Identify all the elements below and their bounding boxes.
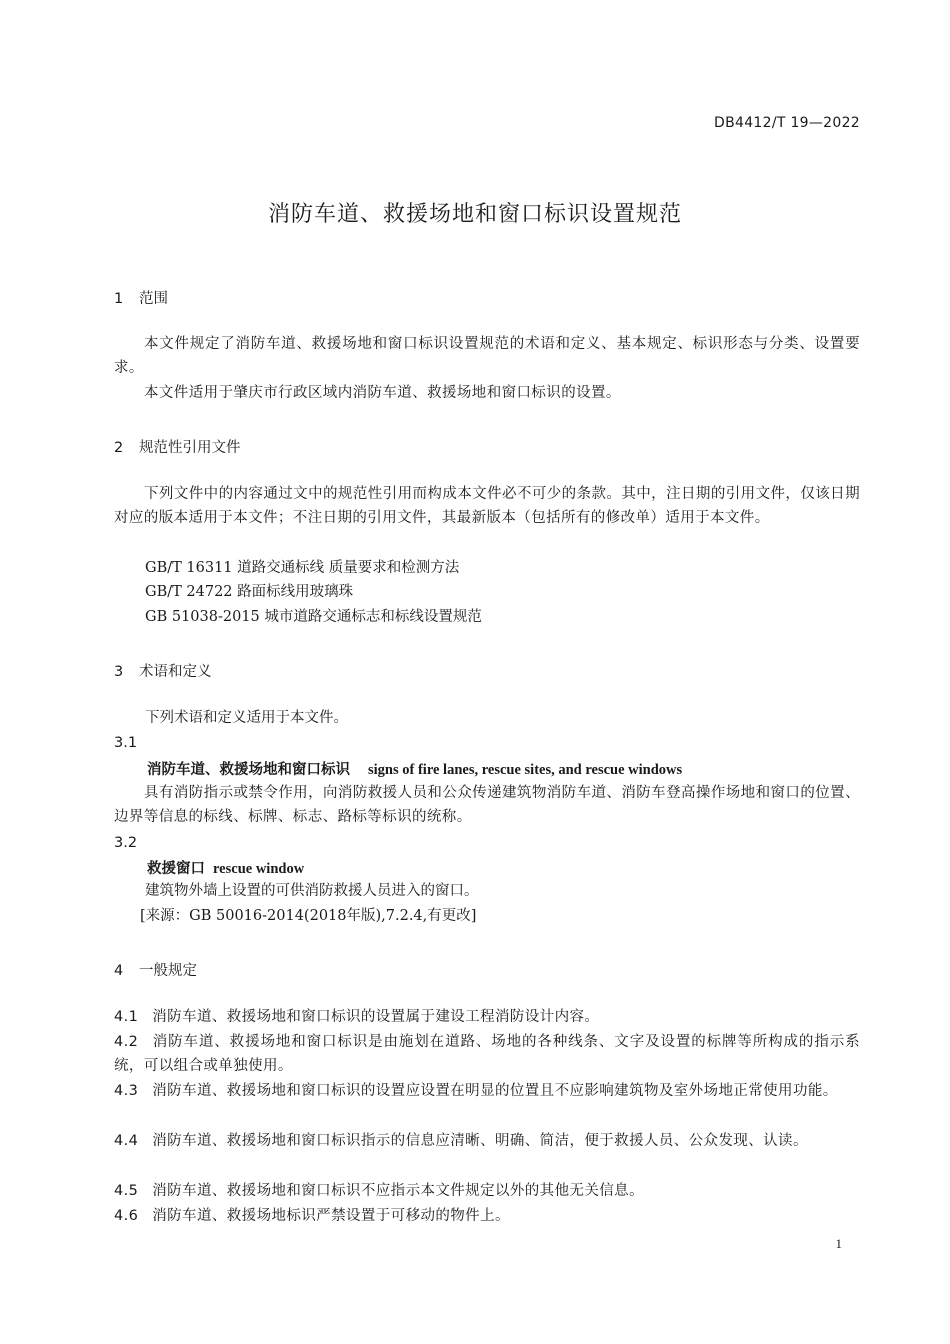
section-heading-general-provisions [114,959,197,980]
paragraph: 下列文件中的内容通过文中的规范性引用而构成本文件必不可少的条款。其中，注日期的引用文件，仅该日期对应的版本适用于本文件；不注日期的引用文件，其最新版本（包括所有的修改单）适用于本文件。 [114,486,860,526]
clause-item [114,1079,860,1103]
clause-item [114,1129,860,1153]
section-heading-terms [114,660,212,681]
clause-number: 4.1 [114,1009,139,1025]
term-source: [来源：GB 50016-2014(2018年版),7.2.4,有更改] [140,908,477,924]
term-definition: 具有消防指示或禁令作用，向消防救援人员和公众传递建筑物消防车道、消防车登高操作场地和窗口的位置、边界等信息的标线、标牌、标志、路标等标识的统称。 [114,785,860,825]
clause-item [114,1030,860,1078]
term-english: rescue window [213,861,305,877]
reference-item: GB/T 16311 道路交通标线 质量要求和检测方法 [145,560,460,576]
clause-item [114,1204,860,1228]
section-number: 1 [114,291,124,307]
paragraph: 下列术语和定义适用于本文件。 [145,710,348,726]
clause-text: 消防车道、救援场地和窗口标识的设置属于建设工程消防设计内容。 [152,1009,600,1025]
term-chinese: 救援窗口 [147,861,205,877]
clause-number: 4.3 [114,1083,139,1099]
paragraph: 本文件适用于肇庆市行政区域内消防车道、救援场地和窗口标识的设置。 [144,385,621,401]
term-entry [147,857,304,878]
clause-number: 4.6 [114,1208,139,1224]
term-english: signs of fire lanes, rescue sites, and rescue windows [368,762,683,778]
section-heading-scope [114,287,168,308]
clause-text: 消防车道、救援场地和窗口标识不应指示本文件规定以外的其他无关信息。 [152,1183,644,1199]
clause-number: 4.5 [114,1183,139,1199]
section-number: 3 [114,664,124,680]
document-number: DB4412/T 19—2022 [714,115,860,131]
term-number: 3.2 [114,835,138,851]
section-heading-normative-references [114,436,241,457]
clause-text: 消防车道、救援场地和窗口标识指示的信息应清晰、明确、简洁，便于救援人员、公众发现、认读。 [152,1133,808,1149]
reference-item: GB/T 24722 路面标线用玻璃珠 [145,584,354,600]
clause-text: 消防车道、救援场地标识严禁设置于可移动的物件上。 [152,1208,510,1224]
page-title: 消防车道、救援场地和窗口标识设置规范 [267,202,682,227]
section-number: 4 [114,963,124,979]
clause-text: 消防车道、救援场地和窗口标识的设置应设置在明显的位置且不应影响建筑物及室外场地正常使用功能。 [152,1083,838,1099]
clause-item [114,1005,860,1029]
paragraph: 本文件规定了消防车道、救援场地和窗口标识设置规范的术语和定义、基本规定、标识形态与分类、设置要求。 [114,336,860,376]
term-chinese: 消防车道、救援场地和窗口标识 [147,762,350,778]
clause-text: 消防车道、救援场地和窗口标识是由施划在道路、场地的各种线条、文字及设置的标牌等所构成的指示系统，可以组合或单独使用。 [114,1034,860,1074]
term-number: 3.1 [114,735,138,751]
reference-item: GB 51038-2015 城市道路交通标志和标线设置规范 [145,609,482,625]
term-definition: 建筑物外墙上设置的可供消防救援人员进入的窗口。 [145,883,479,899]
section-number: 2 [114,440,124,456]
section-title: 范围 [139,291,168,307]
section-title: 术语和定义 [139,664,212,680]
page-number: 1 [835,1236,842,1251]
clause-item [114,1179,860,1203]
clause-number: 4.2 [114,1034,139,1050]
section-title: 一般规定 [139,963,197,979]
section-title: 规范性引用文件 [139,440,241,456]
term-entry [147,758,682,779]
clause-number: 4.4 [114,1133,139,1149]
